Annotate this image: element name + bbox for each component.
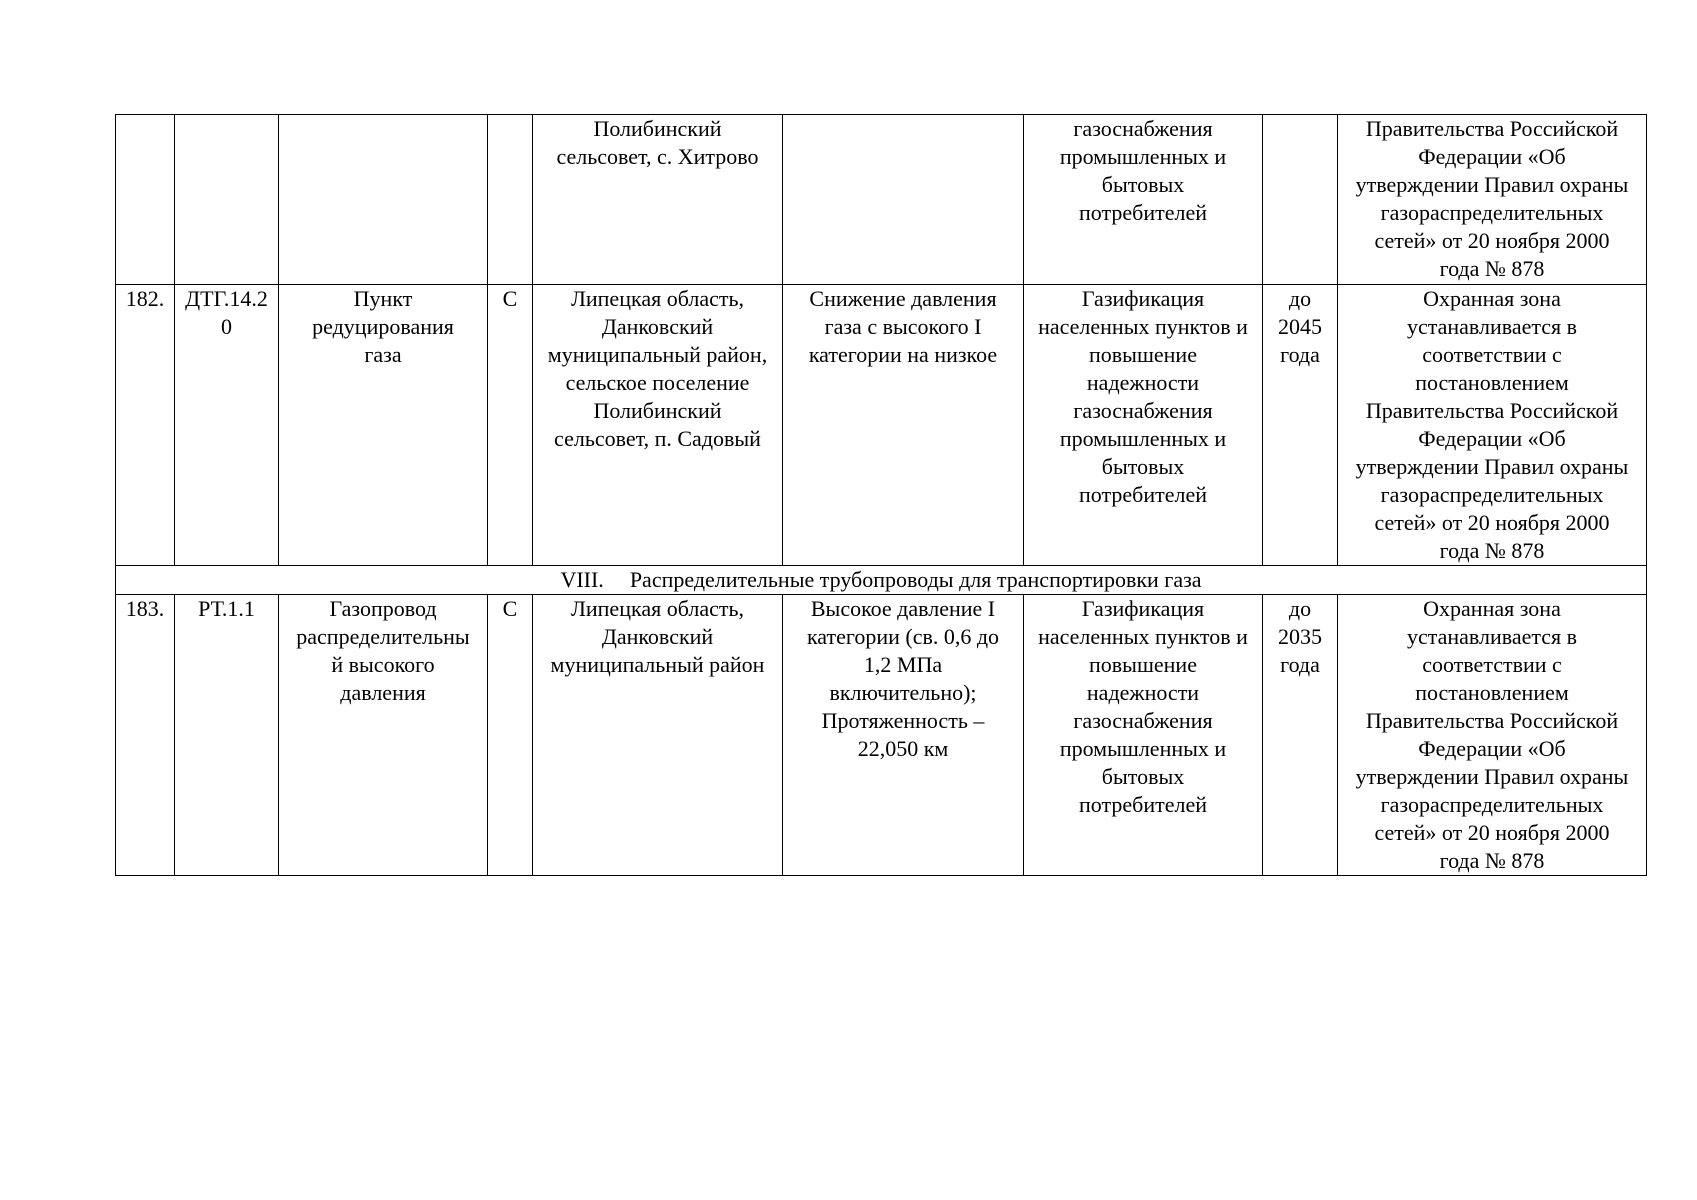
cell-protection-zone: Охранная зона устанавливается в соответствии с постановлением Правительства Российской Федерации «Об утверждении Правил охраны газораспределительных сетей» от 20 ноября 2000 года № 878 — [1338, 595, 1647, 876]
table-row — [116, 285, 1647, 566]
cell-code — [175, 115, 279, 285]
cell-name: Газопровод распределительны й высокого давления — [279, 595, 488, 876]
table-row — [116, 115, 1647, 285]
cell-code: ДТГ.14.2 0 — [175, 285, 279, 566]
facilities-table — [115, 114, 1647, 876]
cell-characteristics — [783, 115, 1024, 285]
cell-location: Липецкая область, Данковский муниципальный район, сельское поселение Полибинский сельсовет, п. Садовый — [533, 285, 783, 566]
section-header — [116, 566, 1647, 595]
cell-term: до 2045 года — [1263, 285, 1338, 566]
cell-status — [488, 115, 533, 285]
cell-purpose: газоснабжения промышленных и бытовых потребителей — [1024, 115, 1263, 285]
cell-status: С — [488, 285, 533, 566]
cell-purpose: Газификация населенных пунктов и повышение надежности газоснабжения промышленных и бытовых потребителей — [1024, 285, 1263, 566]
cell-characteristics: Снижение давления газа с высокого I категории на низкое — [783, 285, 1024, 566]
cell-number — [116, 115, 175, 285]
cell-protection-zone: Правительства Российской Федерации «Об утверждении Правил охраны газораспределительных сетей» от 20 ноября 2000 года № 878 — [1338, 115, 1647, 285]
document-sheet — [115, 114, 1647, 876]
table-row — [116, 595, 1647, 876]
cell-code: РТ.1.1 — [175, 595, 279, 876]
section-title: Распределительные трубопроводы для транспортировки газа — [629, 567, 1202, 592]
section-number: VIII. — [560, 567, 604, 592]
cell-purpose: Газификация населенных пунктов и повышение надежности газоснабжения промышленных и бытовых потребителей — [1024, 595, 1263, 876]
cell-status: С — [488, 595, 533, 876]
cell-location: Липецкая область, Данковский муниципальный район — [533, 595, 783, 876]
cell-protection-zone: Охранная зона устанавливается в соответствии с постановлением Правительства Российской Федерации «Об утверждении Правил охраны газораспределительных сетей» от 20 ноября 2000 года № 878 — [1338, 285, 1647, 566]
cell-term: до 2035 года — [1263, 595, 1338, 876]
cell-term — [1263, 115, 1338, 285]
cell-number: 183. — [116, 595, 175, 876]
cell-name — [279, 115, 488, 285]
cell-location: Полибинский сельсовет, с. Хитрово — [533, 115, 783, 285]
cell-number: 182. — [116, 285, 175, 566]
section-header-row — [116, 566, 1647, 595]
cell-name: Пункт редуцирования газа — [279, 285, 488, 566]
cell-characteristics: Высокое давление I категории (св. 0,6 до 1,2 МПа включительно); Протяженность – 22,050 км — [783, 595, 1024, 876]
